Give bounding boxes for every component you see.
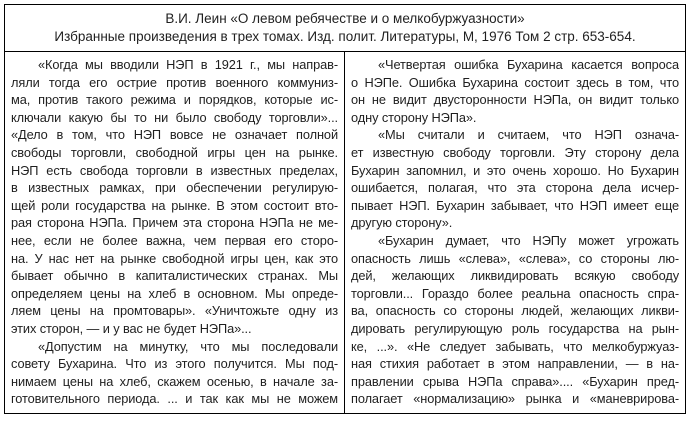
text-line: на. У нас нет на рынке свободной игры цен, как это: [11, 250, 338, 266]
text-line: Бухарин запомнил, и это очень хорошо. Но Бухарин: [351, 162, 679, 178]
text-line: определяем цены на хлеб в основном. Мы опреде-: [11, 285, 338, 301]
text-line: «Допустим на минутку, что мы последовали: [38, 338, 338, 354]
text-line: ная стихия работает в этом направлении, — в на-: [351, 356, 679, 372]
text-line: правлении срыва НЭПа справа».... «Бухарин пред-: [351, 373, 679, 389]
text-line: «Бухарин думает, что НЭПу может угрожать: [378, 232, 679, 248]
text-line: полагает «нормализацию» рынка и «маневрирова-: [351, 391, 679, 407]
text-line: он не видит двусторонности НЭПа, он видит только: [351, 92, 679, 108]
text-line: «Мы считали и считаем, что НЭП означа-: [378, 127, 679, 143]
text-line: готовительного периода. ... и так как мы не можем: [11, 391, 338, 407]
text-line: нимаем цены на хлеб, скажем осенью, в начале за-: [11, 373, 338, 389]
text-line: ма, против такого режима и порядков, которые ис-: [11, 92, 338, 108]
text-line: рая сторона НЭПа. Причем эта сторона НЭПа не ме-: [11, 215, 338, 231]
text-line: опасность лишь «слева», «слева», со стороны лю-: [351, 250, 679, 266]
text-line: ключали какую бы то ни было свободу торговли»...: [11, 109, 338, 125]
document-header: [5, 5, 685, 52]
text-line: дировать регулирующую роль государства на рын-: [351, 320, 679, 336]
text-line: одну сторону НЭПа».: [351, 109, 477, 125]
text-line: ошибается, полагая, что эта сторона дела исчер-: [351, 180, 679, 196]
text-line: ва, опасность со стороны людей, желающих ликви-: [351, 303, 679, 319]
header-source: Избранные произведения в трех томах. Изд. полит. Литературы, М, 1976 Том 2 стр. 653-654.: [54, 29, 636, 44]
right-column: [345, 52, 685, 413]
document-body: [5, 52, 685, 413]
text-line: о НЭПе. Ошибка Бухарина состоит здесь в том, что: [351, 74, 679, 90]
text-line: ке, ...». «Не следует забывать, что мелкобуржуаз-: [351, 338, 679, 354]
text-line: свободы торговли, свободной игры цен на рынке.: [11, 144, 338, 160]
text-line: «Четвертая ошибка Бухарина касается вопроса: [378, 57, 679, 72]
text-line: этих сторон, — и у вас не будет НЭПа»...: [11, 320, 252, 336]
text-line: нее, если не более важна, чем первая его сторо-: [11, 232, 338, 248]
text-line: другую сторону».: [351, 215, 453, 231]
text-line: ет известную свободу торговли. Эту сторону дела: [351, 144, 679, 160]
text-line: пывает НЭП. Бухарин забывает, что НЭП имеет еще: [351, 197, 679, 213]
text-line: дей, желающих ликвидировать всякую свободу: [351, 268, 679, 284]
header-title: В.И. Леин «О левом ребячестве и о мелкобуржуазности»: [165, 11, 525, 26]
text-line: бывает обычно в капиталистических странах. Мы: [11, 268, 338, 284]
text-line: щей роли государства на рынке. В этом состоит вто-: [11, 197, 338, 213]
document-table: [4, 4, 686, 414]
left-column: [5, 52, 345, 413]
text-line: «Дело в том, что НЭП вовсе не означает полной: [11, 127, 338, 143]
text-line: НЭП есть свобода торговли в известных пределах,: [11, 162, 338, 178]
text-line: ляем цены на промтовары». «Уничтожьте одну из: [11, 303, 338, 319]
text-line: совету Бухарина. Что из этого получится. Мы под-: [11, 356, 338, 372]
text-line: «Когда мы вводили НЭП в 1921 г., мы направ-: [38, 57, 338, 72]
text-line: в известных рамках, при обеспечении регулирую-: [11, 180, 338, 196]
text-line: ляли тогда его острие против военного коммуниз-: [11, 74, 338, 90]
text-line: торговли... Гораздо более реальна опасность спра-: [351, 285, 679, 301]
